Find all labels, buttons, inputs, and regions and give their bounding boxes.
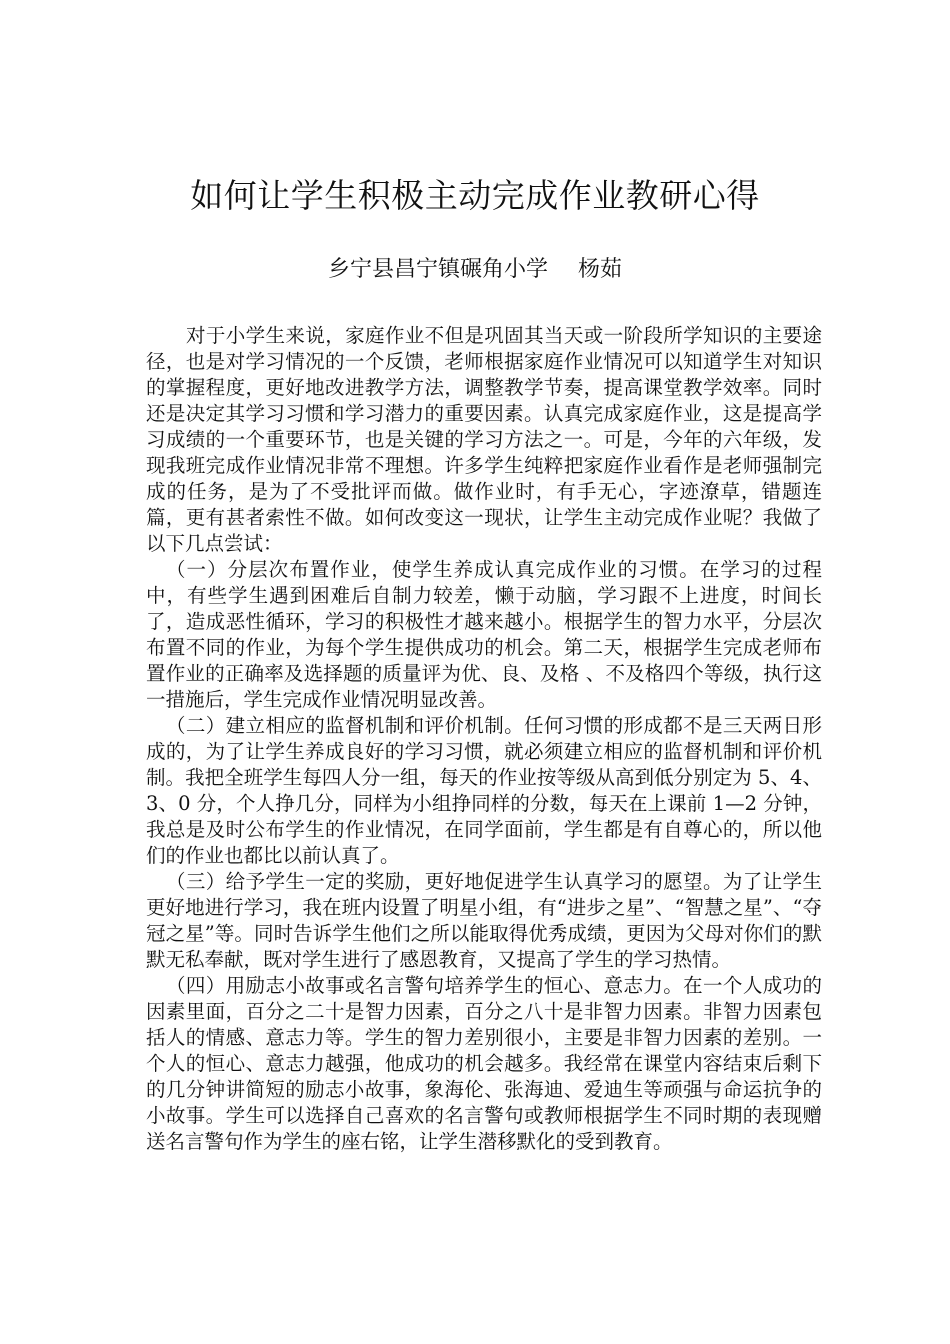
author-school: 乡宁县昌宁镇碾角小学 <box>327 257 548 282</box>
paragraph-intro: 对于小学生来说，家庭作业不但是巩固其当天或一阶段所学知识的主要途径，也是对学习情况的一个反馈，老师根据家庭作业情况可以知道学生对知识的掌握程度，更好地改进教学方法，调整教学节奏，提高课堂教学效率。同时还是决定其学习习惯和学习潜力的重要因素。认真完成家庭作业，这是提高学习成绩的一个重要环节，也是关键的学习方法之一。可是，今年的六年级，发现我班完成作业情况非常不理想。许多学生纯粹把家庭作业看作是老师强制完成的任务，是为了不受批评而做。做作业时，有手无心，字迹潦草，错题连篇，更有甚者索性不做。如何改变这一现状，让学生主动完成作业呢？我做了以下几点尝试： <box>146 324 822 555</box>
paragraph-item-4: （四）用励志小故事或名言警句培养学生的恒心、意志力。在一个人成功的因素里面，百分之二十是智力因素，百分之八十是非智力因素。非智力因素包括人的情感、意志力等。学生的智力差别很小，主要是非智力因素的差别。一个人的恒心、意志力越强，他成功的机会越多。我经常在课堂内容结束后剩下的几分钟讲简短的励志小故事，象海伦、张海迪、爱迪生等顽强与命运抗争的小故事。学生可以选择自己喜欢的名言警句或教师根据学生不同时期的表现赠送名言警句作为学生的座右铭，让学生潜移默化的受到教育。 <box>146 974 822 1153</box>
document-body <box>146 323 822 1155</box>
author-name: 杨茹 <box>578 257 623 282</box>
document-title: 如何让学生积极主动完成作业教研心得 <box>190 176 760 215</box>
paragraph-item-3: （三）给予学生一定的奖励，更好地促进学生认真学习的愿望。为了让学生更好地进行学习，我在班内设置了明星小组，有“进步之星”、“智慧之星”、“夺冠之星”等。同时告诉学生他们之所以能取得优秀成绩，更因为父母对你们的默默无私奉献，既对学生进行了感恩教育，又提高了学生的学习热情。 <box>146 870 822 971</box>
paragraph-item-1: （一）分层次布置作业，使学生养成认真完成作业的习惯。在学习的过程中，有些学生遇到困难后自制力较差，懒于动脑，学习跟不上进度，时间长了，造成恶性循环，学习的积极性才越来越小。根据学生的智力水平，分层次布置不同的作业，为每个学生提供成功的机会。第二天，根据学生完成老师布置作业的正确率及选择题的质量评为优、良、及格 、不及格四个等级，执行这一措施后，学生完成作业情况明显改善。 <box>146 558 822 711</box>
author-line <box>0 254 950 286</box>
paragraph-item-2: （二）建立相应的监督机制和评价机制。任何习惯的形成都不是三天两日形成的，为了让学生养成良好的学习习惯，就必须建立相应的监督机制和评价机制。我把全班学生每四人分一组，每天的作业按等级从高到低分别定为 5、4、3、0 分，个人挣几分，同样为小组挣同样的分数，每天在上课前 1—2 分钟，我总是及时公布学生的作业情况，在同学面前，学生都是有自尊心的，所以他们的作业也都比以前认真了。 <box>146 714 822 867</box>
